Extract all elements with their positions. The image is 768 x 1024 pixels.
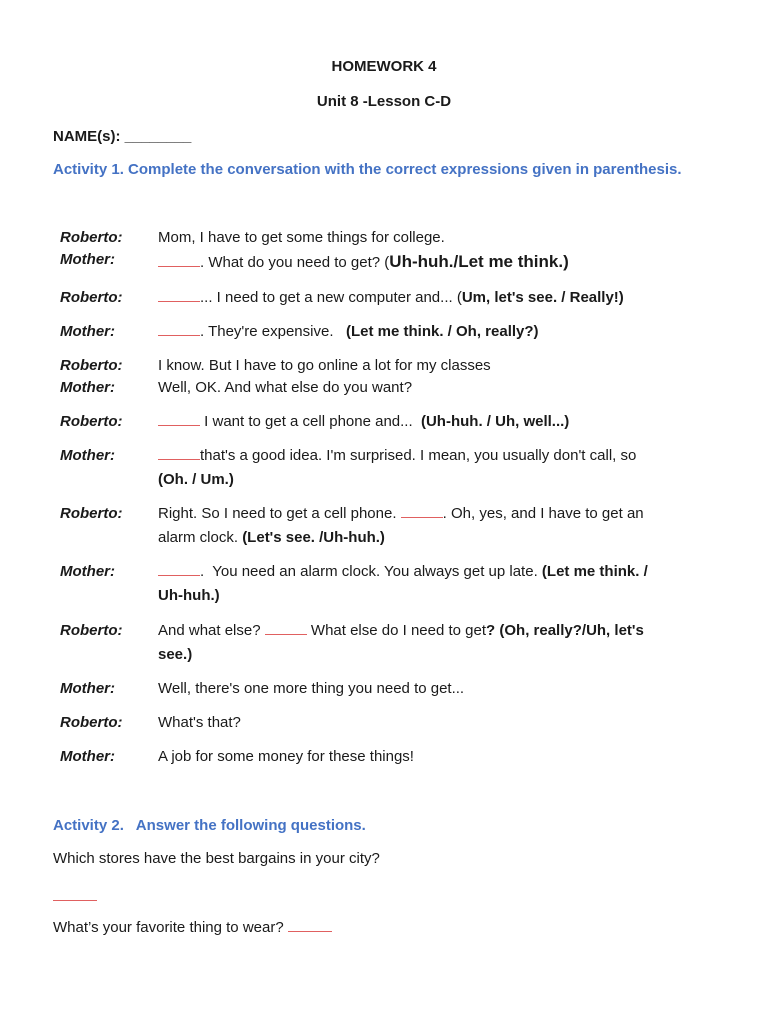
speaker-mother: Mother: bbox=[60, 680, 115, 697]
dialogue-line: ... I need to get a new computer and... (Um, let's see. / Really!) bbox=[158, 289, 624, 306]
question-2: What’s your favorite thing to wear? bbox=[53, 919, 332, 936]
answer-blank[interactable] bbox=[53, 888, 97, 901]
speaker-mother: Mother: bbox=[60, 323, 115, 340]
question-1: Which stores have the best bargains in your city? bbox=[53, 850, 380, 867]
dialogue-line: Well, there's one more thing you need to get... bbox=[158, 680, 465, 697]
dialogue-line: I know. But I have to go online a lot for my classes bbox=[158, 357, 491, 374]
activity-1-title: Activity 1. Complete the conversation with the correct expressions given in parenthesis. bbox=[53, 161, 682, 178]
speaker-roberto: Roberto: bbox=[60, 622, 123, 639]
dialogue-line: And what else? What else do I need to get? (Oh, really?/Uh, let's bbox=[158, 622, 644, 639]
speaker-mother: Mother: bbox=[60, 447, 115, 464]
answer-blank[interactable] bbox=[265, 622, 307, 635]
dialogue-line: Mom, I have to get some things for college. bbox=[158, 229, 445, 246]
speaker-mother: Mother: bbox=[60, 251, 115, 268]
answer-blank[interactable] bbox=[158, 413, 200, 426]
answer-blank[interactable] bbox=[158, 447, 200, 460]
answer-blank[interactable] bbox=[158, 254, 200, 267]
speaker-roberto: Roberto: bbox=[60, 505, 123, 522]
dialogue-line: Right. So I need to get a cell phone. . Oh, yes, and I have to get an bbox=[158, 505, 644, 522]
page-subtitle: Unit 8 -Lesson C-D bbox=[316, 93, 452, 110]
speaker-roberto: Roberto: bbox=[60, 357, 123, 374]
dialogue-line: A job for some money for these things! bbox=[158, 748, 414, 765]
answer-blank[interactable] bbox=[158, 563, 200, 576]
speaker-roberto: Roberto: bbox=[60, 413, 123, 430]
dialogue-line: alarm clock. (Let's see. /Uh-huh.) bbox=[158, 529, 385, 546]
speaker-roberto: Roberto: bbox=[60, 289, 123, 306]
dialogue-line: . You need an alarm clock. You always get up late. (Let me think. / bbox=[158, 563, 648, 580]
dialogue-line: . What do you need to get? (Uh-huh./Let me think.) bbox=[158, 252, 569, 272]
dialogue-options: Uh-huh.) bbox=[158, 587, 220, 604]
activity-2-title: Activity 2. Answer the following questions. bbox=[53, 817, 366, 834]
speaker-mother: Mother: bbox=[60, 748, 115, 765]
speaker-mother: Mother: bbox=[60, 379, 115, 396]
speaker-roberto: Roberto: bbox=[60, 229, 123, 246]
dialogue-options: (Oh. / Um.) bbox=[158, 471, 234, 488]
page-title: HOMEWORK 4 bbox=[331, 58, 437, 75]
dialogue-line: that's a good idea. I'm surprised. I mean, you usually don't call, so bbox=[158, 447, 636, 464]
dialogue-options: see.) bbox=[158, 646, 193, 663]
answer-blank[interactable] bbox=[158, 323, 200, 336]
speaker-roberto: Roberto: bbox=[60, 714, 123, 731]
dialogue-line: I want to get a cell phone and... (Uh-huh. / Uh, well...) bbox=[158, 413, 569, 430]
speaker-mother: Mother: bbox=[60, 563, 115, 580]
answer-blank[interactable] bbox=[158, 289, 200, 302]
answer-blank[interactable] bbox=[401, 505, 443, 518]
name-label: NAME(s): ________ bbox=[53, 128, 192, 145]
dialogue-line: What's that? bbox=[158, 714, 241, 731]
dialogue-line: . They're expensive. (Let me think. / Oh, really?) bbox=[158, 323, 539, 340]
answer-blank[interactable] bbox=[288, 919, 332, 932]
dialogue-line: Well, OK. And what else do you want? bbox=[158, 379, 413, 396]
